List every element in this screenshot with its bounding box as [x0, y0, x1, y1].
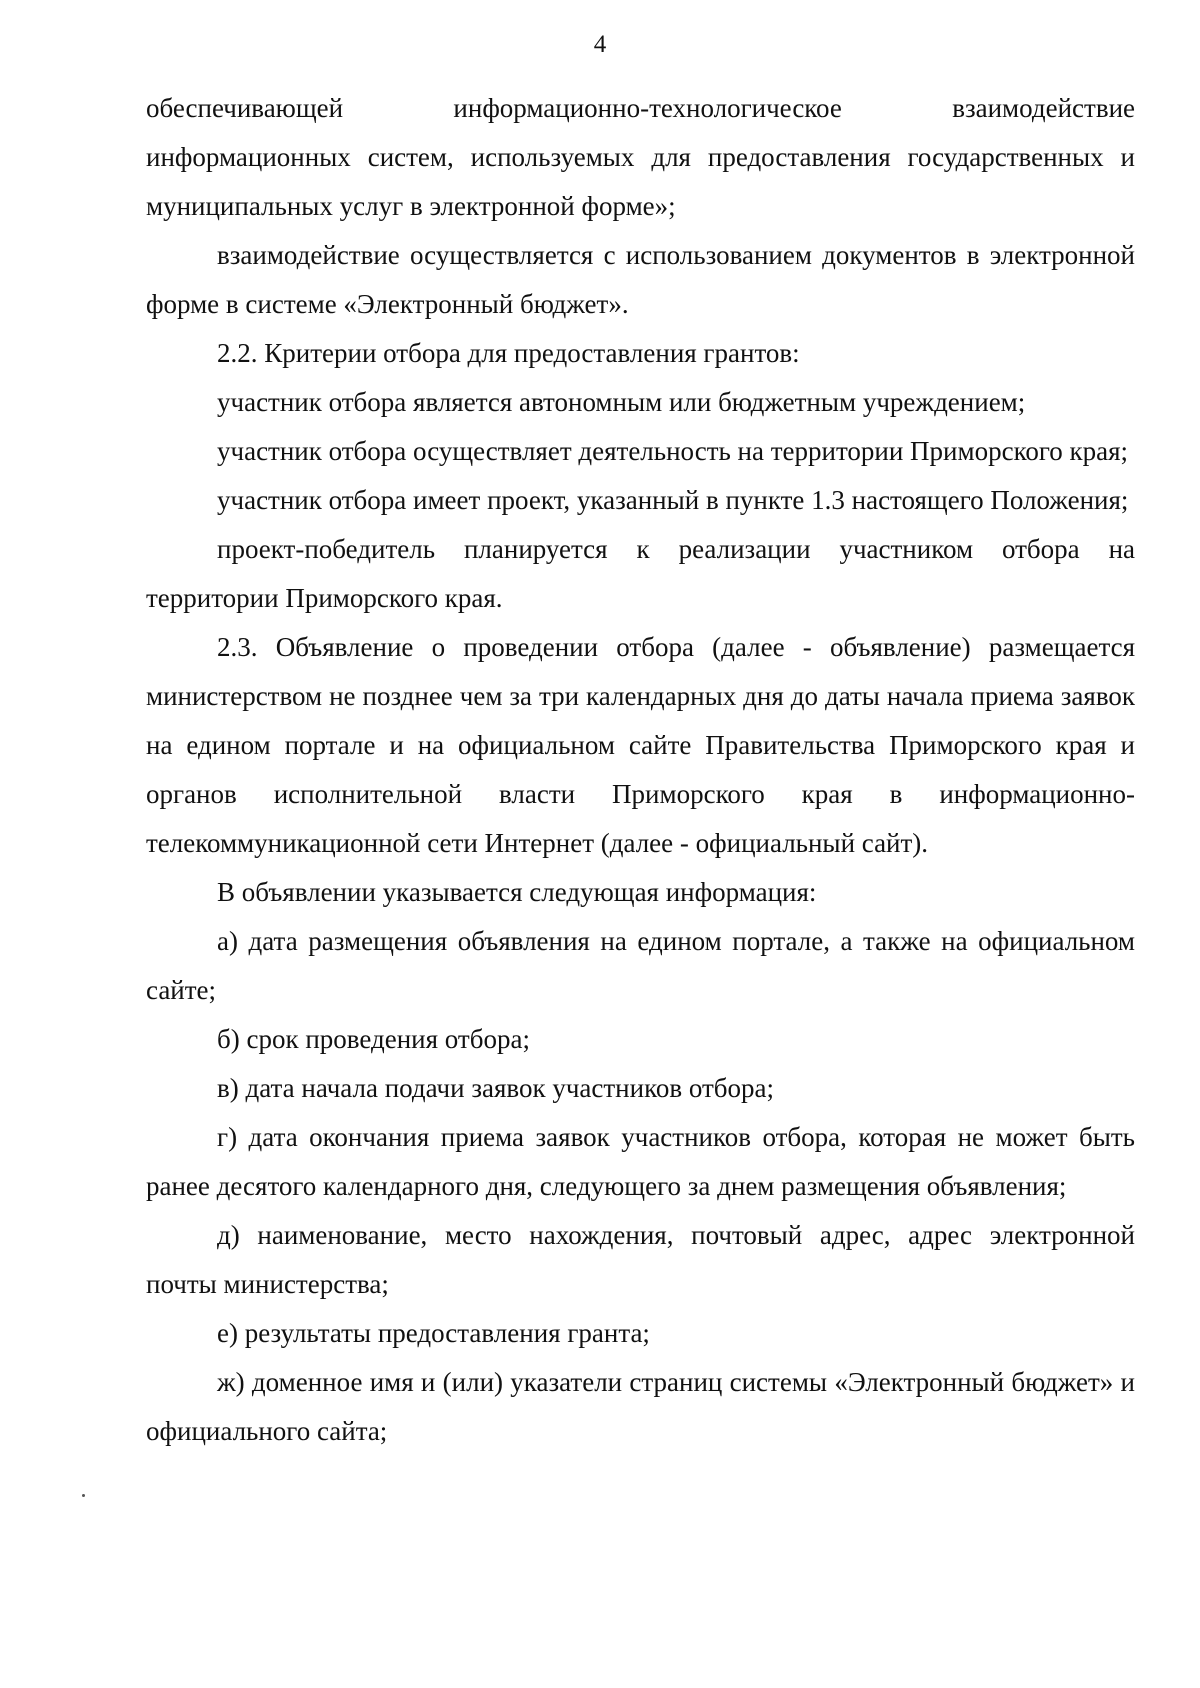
paragraph-announcement: 2.3. Объявление о проведении отбора (далее - объявление) размещается министерством не позднее чем за три календарных дня до даты начала приема заявок на едином портале и на официальном сайте Правительства Приморского края и органов исполнительной власти Приморского края в информационно-телекоммуникационной сети Интернет (далее - официальный сайт).	[146, 632, 1135, 858]
paragraph-criterion-1: участник отбора является автономным или бюджетным учреждением;	[217, 387, 1026, 417]
paragraph-criterion-3: участник отбора имеет проект, указанный в пункте 1.3 настоящего Положения;	[217, 485, 1129, 515]
paragraph-continuation: обеспечивающей информационно-технологическое взаимодействие информационных систем, используемых для предоставления государственных и муниципальных услуг в электронной форме»;	[146, 93, 1135, 221]
list-item-b: б) срок проведения отбора;	[217, 1024, 530, 1054]
paragraph-criterion-4: проект-победитель планируется к реализации участником отбора на территории Приморского края.	[146, 534, 1135, 613]
list-item-d: д) наименование, место нахождения, почтовый адрес, адрес электронной почты министерства;	[146, 1220, 1135, 1299]
paragraph-criterion-2: участник отбора осуществляет деятельность на территории Приморского края;	[217, 436, 1128, 466]
document-body	[146, 84, 1135, 1456]
paragraph-interaction: взаимодействие осуществляется с использованием документов в электронной форме в системе «Электронный бюджет».	[146, 240, 1135, 319]
list-item-v: в) дата начала подачи заявок участников отбора;	[217, 1073, 774, 1103]
paragraph-info-heading: В объявлении указывается следующая информация:	[217, 877, 817, 907]
list-item-a: а) дата размещения объявления на едином портале, а также на официальном сайте;	[146, 926, 1135, 1005]
list-item-g: г) дата окончания приема заявок участников отбора, которая не может быть ранее десятого календарного дня, следующего за днем размещения объявления;	[146, 1122, 1135, 1201]
page-number: 4	[593, 31, 607, 58]
list-item-zh: ж) доменное имя и (или) указатели страниц системы «Электронный бюджет» и официального сайта;	[146, 1367, 1135, 1446]
scan-speck	[82, 1494, 85, 1497]
list-item-e: е) результаты предоставления гранта;	[217, 1318, 650, 1348]
paragraph-criteria-heading: 2.2. Критерии отбора для предоставления грантов:	[217, 338, 800, 368]
